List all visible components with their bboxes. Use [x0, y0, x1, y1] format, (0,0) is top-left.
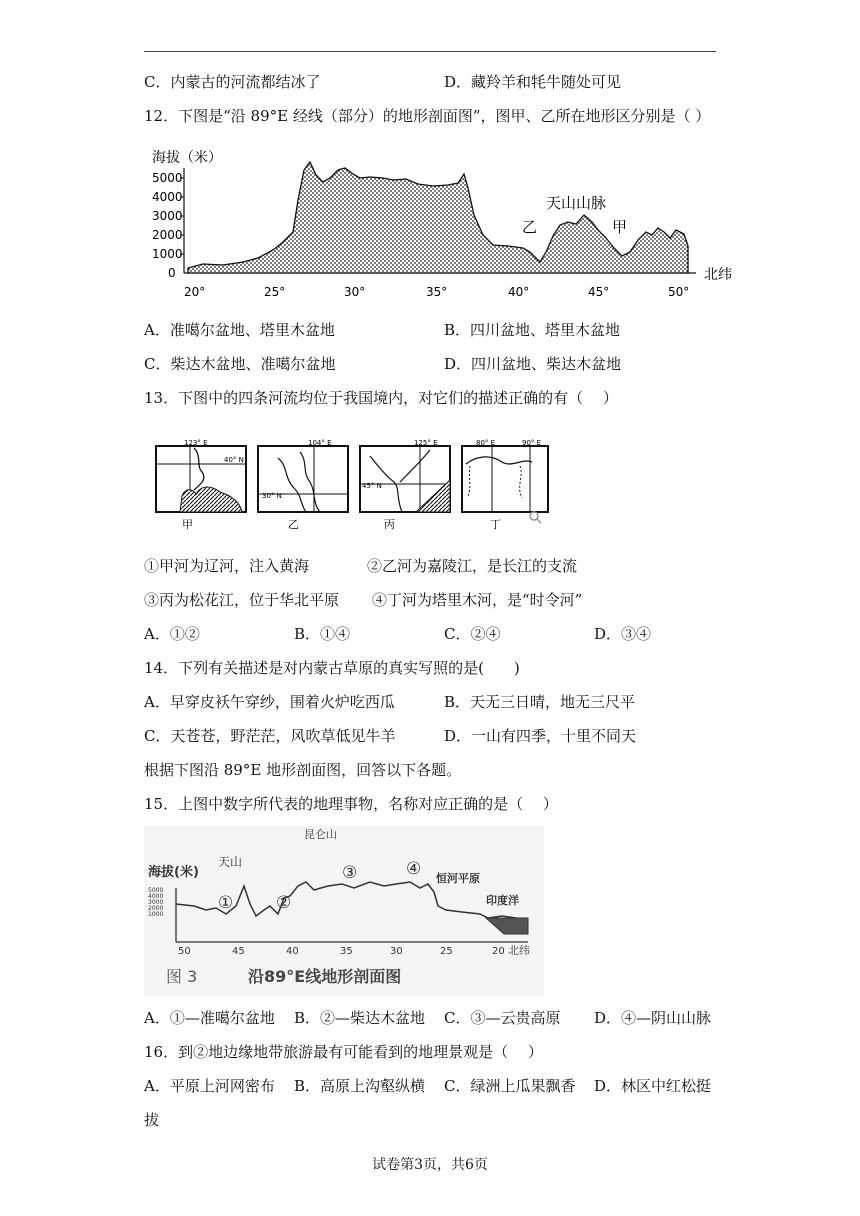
q12-x-unit: 北纬 — [704, 267, 732, 283]
q15-option-d: D．④—阴山山脉 — [594, 1009, 712, 1027]
q13-map-bing — [360, 439, 450, 531]
map-label: 乙 — [288, 518, 299, 531]
q15-x-tick: 50 — [178, 946, 191, 957]
q12-label-jia: 甲 — [612, 218, 628, 236]
intro-text: 根据下图沿 89°E 地形剖面图，回答以下各题。 — [144, 761, 462, 779]
q15-caption: 沿89°E线地形剖面图 — [248, 967, 402, 986]
zoom-icon — [530, 512, 538, 520]
q12-option-d: D．四川盆地、柴达木盆地 — [444, 355, 622, 373]
q15-y-title: 海拔(米) — [148, 865, 199, 880]
q12-label-mountain: 天山山脉 — [546, 194, 607, 212]
q12-x-tick: 25° — [264, 285, 286, 299]
q13-map-jia — [156, 439, 246, 531]
q16-stem: 16．到②地边缘地带旅游最有可能看到的地理景观是（ ） — [144, 1043, 543, 1061]
q12-x-tick: 50° — [668, 285, 690, 299]
q15-x-tick: 30 — [390, 946, 403, 957]
q12-option-c: C．柴达木盆地、准噶尔盆地 — [144, 355, 336, 373]
map-lon-label: 123° E — [184, 439, 208, 447]
q14-option-a: A．早穿皮袄午穿纱，围着火炉吃西瓜 — [144, 693, 395, 711]
q12-option-a: A．准噶尔盆地、塔里木盆地 — [144, 321, 335, 339]
map-lat-label: 45° N — [362, 482, 382, 490]
q15-x-tick: 25 — [440, 946, 453, 957]
q13-stem: 13．下图中的四条河流均位于我国境内，对它们的描述正确的有（ ） — [144, 389, 618, 407]
q12-y-tick: 1000 — [152, 247, 183, 261]
q15-y-tick: 3000 — [148, 899, 164, 906]
q15-y-tick: 2000 — [148, 905, 164, 912]
q11-option-d: D．藏羚羊和牦牛随处可见 — [444, 73, 622, 91]
q16-option-a: A．平原上河网密布 — [144, 1077, 275, 1095]
q12-y-tick: 5000 — [152, 171, 183, 185]
map-lon-label: 90° E — [522, 439, 542, 447]
q15-y-tick: 4000 — [148, 893, 164, 900]
q12-y-tick: 2000 — [152, 228, 183, 242]
q12-x-tick: 20° — [184, 285, 206, 299]
q13-statement-4: ④丁河为塔里木河，是“时令河” — [372, 591, 583, 609]
q13-river-maps-figure — [150, 436, 560, 536]
q16-option-d-continued: 拔 — [144, 1111, 160, 1129]
q12-y-title: 海拔（米） — [152, 150, 222, 166]
q15-y-tick: 1000 — [148, 911, 164, 918]
q11-option-c: C．内蒙古的河流都结冰了 — [144, 73, 321, 91]
q15-option-b: B．②—柴达木盆地 — [294, 1009, 426, 1027]
q16-option-c: C．绿洲上瓜果飘香 — [444, 1077, 576, 1095]
q12-label-yi: 乙 — [522, 218, 538, 236]
q12-x-tick: 30° — [344, 285, 366, 299]
q15-profile-figure — [144, 826, 544, 996]
q13-map-ding — [462, 439, 548, 531]
q13-option-b: B．①④ — [294, 625, 351, 643]
q15-mountain-1: 天山 — [218, 855, 243, 869]
q15-x-tick: 45 — [232, 946, 245, 957]
page-footer: 试卷第3页，共6页 — [372, 1157, 488, 1173]
q12-y-tick: 0 — [168, 266, 176, 280]
q15-caption-num: 图 3 — [166, 967, 198, 986]
q14-option-b: B．天无三日晴，地无三尺平 — [444, 693, 636, 711]
map-lon-label: 80° E — [476, 439, 496, 447]
q15-num-2: ② — [276, 893, 292, 913]
q15-option-a: A．①—准噶尔盆地 — [144, 1009, 275, 1027]
q15-x-tick: 35 — [340, 946, 353, 957]
q15-option-c: C．③—云贵高原 — [444, 1009, 561, 1027]
q14-option-c: C．天苍苍，野茫茫，风吹草低见牛羊 — [144, 727, 396, 745]
map-lat-label: 40° N — [224, 456, 244, 464]
q15-ocean-label: 印度洋 — [486, 894, 519, 907]
q16-option-d: D．林区中红松挺 — [594, 1077, 712, 1095]
header-rule — [144, 51, 716, 52]
q15-stem: 15．上图中数字所代表的地理事物，名称对应正确的是（ ） — [144, 795, 558, 813]
q15-mountain-2: 昆仑山 — [304, 828, 337, 841]
q13-option-c: C．②④ — [444, 625, 501, 643]
q12-y-tick: 4000 — [152, 190, 183, 204]
map-label: 丁 — [490, 518, 501, 531]
q13-statement-2: ②乙河为嘉陵江，是长江的支流 — [367, 557, 578, 575]
q13-option-d: D．③④ — [594, 625, 652, 643]
q13-option-a: A．①② — [144, 625, 200, 643]
q14-stem: 14．下列有关描述是对内蒙古草原的真实写照的是( ) — [144, 659, 520, 677]
q12-stem: 12．下图是“沿 89°E 经线（部分）的地形剖面图”，图甲、乙所在地形区分别是（ ） — [144, 107, 711, 125]
map-lat-label: 30° N — [262, 492, 282, 500]
map-lon-label: 125° E — [414, 439, 438, 447]
q15-x-tick: 20 — [492, 946, 505, 957]
q15-x-unit: 北纬 — [508, 944, 530, 957]
q16-option-b: B．高原上沟壑纵横 — [294, 1077, 426, 1095]
q12-x-tick: 40° — [508, 285, 530, 299]
q15-plain: 恒河平原 — [436, 872, 480, 885]
q15-y-tick: 5000 — [148, 887, 164, 894]
q12-y-tick: 3000 — [152, 209, 183, 223]
q12-profile-figure — [148, 140, 748, 310]
q13-map-yi — [258, 439, 348, 531]
q15-x-tick: 40 — [286, 946, 299, 957]
q13-statement-1: ①甲河为辽河，注入黄海 — [144, 557, 310, 575]
q12-option-b: B．四川盆地、塔里木盆地 — [444, 321, 621, 339]
q14-option-d: D．一山有四季，十里不同天 — [444, 727, 637, 745]
map-label: 丙 — [384, 518, 395, 531]
map-lon-label: 104° E — [308, 439, 332, 447]
q15-num-3: ③ — [342, 863, 358, 883]
q15-num-4: ④ — [406, 859, 422, 879]
q12-x-tick: 35° — [426, 285, 448, 299]
map-label: 甲 — [182, 518, 193, 531]
q15-num-1: ① — [218, 893, 234, 913]
q13-statement-3: ③丙为松花江，位于华北平原 — [144, 591, 340, 609]
q12-x-tick: 45° — [588, 285, 610, 299]
